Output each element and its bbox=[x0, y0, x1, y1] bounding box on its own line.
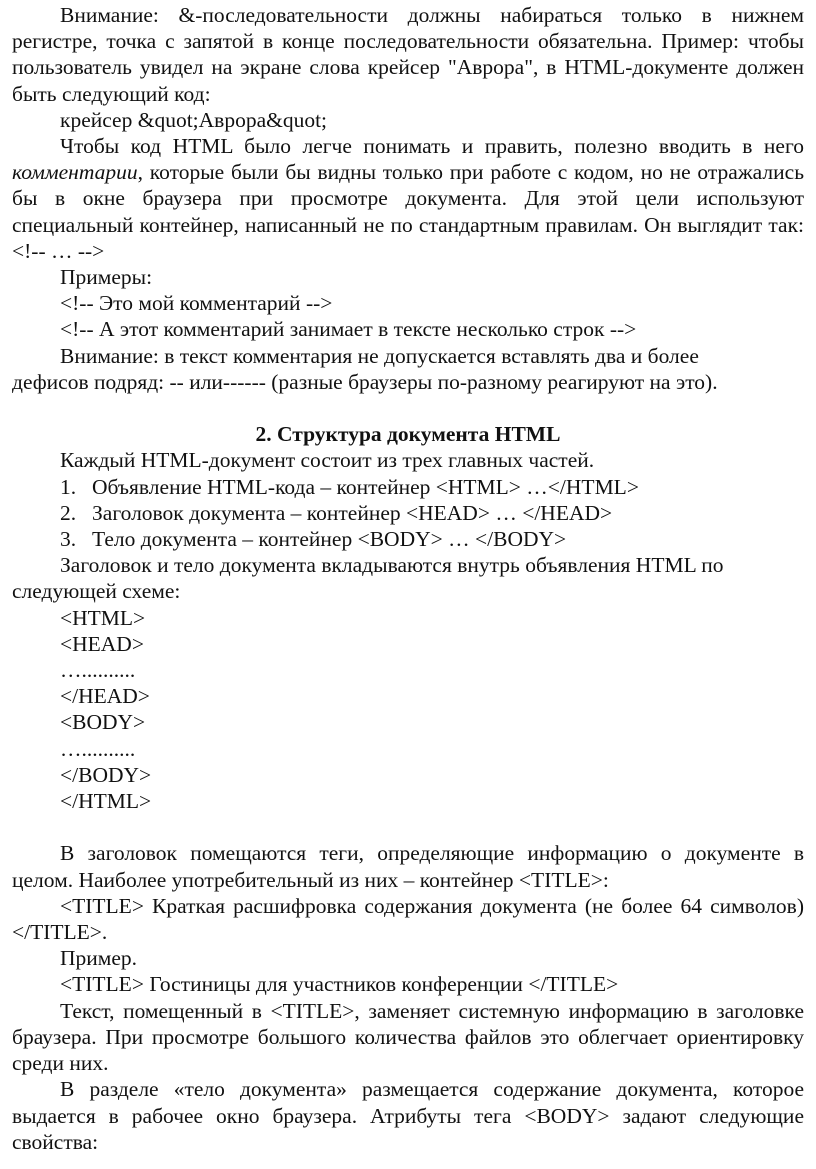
examples-label: Примеры: bbox=[60, 265, 153, 290]
body-section-paragraph: В разделе «тело документа» размещается содержание документа, которое выдается в рабочее окно браузера. Атрибуты тега <BODY> задают следующие свойства: bbox=[12, 1077, 804, 1154]
scheme-line: </HEAD> bbox=[60, 684, 150, 709]
comment-warning-line-2: дефисов подряд: -- или------ (разные браузеры по-разному реагируют на это). bbox=[12, 369, 718, 394]
parts-list bbox=[12, 474, 804, 553]
section-heading: 2. Структура документа HTML bbox=[255, 422, 561, 447]
list-number: 2. bbox=[60, 500, 77, 525]
comment-warning-line-1: Внимание: в текст комментария не допускается вставлять два и более bbox=[60, 343, 699, 368]
comment-example-2: <!-- А этот комментарий занимает в тексте несколько строк --> bbox=[60, 317, 637, 342]
html-scheme bbox=[12, 605, 804, 815]
comments-text-start: Чтобы код HTML было легче понимать и править, полезно вводить в него bbox=[60, 134, 804, 159]
title-effect-paragraph: Текст, помещенный в <TITLE>, заменяет системную информацию в заголовке браузера. При просмотре большого количества файлов это облегчает ориентировку среди них. bbox=[12, 998, 804, 1076]
scheme-line: </HTML> bbox=[60, 789, 152, 814]
title-example: <TITLE> Гостиницы для участников конференции </TITLE> bbox=[60, 972, 619, 997]
list-item bbox=[12, 474, 804, 500]
example-label: Пример. bbox=[60, 946, 138, 971]
comments-term: комментарии bbox=[12, 160, 138, 185]
head-paragraph: В заголовок помещаются теги, определяющие информацию о документе в целом. Наиболее употребительный из них – контейнер <TITLE>: bbox=[12, 841, 804, 892]
list-text: Объявление HTML-кода – контейнер <HTML> …</HTML> bbox=[92, 474, 639, 499]
spacer bbox=[12, 395, 804, 421]
comments-text-end: , которые были бы видны только при работе с кодом, но не отражались бы в окне браузера при просмотре документа. Для этой цели используют специальный контейнер, написанный не по стандартным правилам. Он выглядит так: <!-- … --> bbox=[12, 160, 804, 263]
scheme-intro: Заголовок и тело документа вкладываются внутрь объявления HTML по следующей схеме: bbox=[12, 553, 724, 604]
list-item bbox=[12, 500, 804, 526]
section-intro: Каждый HTML-документ состоит из трех главных частей. bbox=[60, 448, 595, 473]
scheme-line: <BODY> bbox=[60, 710, 146, 735]
comment-example-1: <!-- Это мой комментарий --> bbox=[60, 291, 333, 316]
scheme-line: ….......... bbox=[60, 658, 136, 683]
code-example-entity: крейсер &quot;Аврора&quot; bbox=[60, 107, 328, 132]
list-text: Тело документа – контейнер <BODY> … </BODY> bbox=[92, 527, 567, 552]
spacer bbox=[12, 814, 804, 840]
list-number: 3. bbox=[60, 527, 77, 552]
scheme-line: ….......... bbox=[60, 736, 136, 761]
scheme-line: </BODY> bbox=[60, 762, 152, 787]
scheme-line: <HEAD> bbox=[60, 631, 144, 656]
list-text: Заголовок документа – контейнер <HEAD> … </HEAD> bbox=[92, 500, 613, 525]
title-description: <TITLE> Краткая расшифровка содержания документа (не более 64 символов) </TITLE>. bbox=[12, 893, 804, 945]
list-item bbox=[12, 526, 804, 552]
paragraph-ampersand-warning: Внимание: &-последовательности должны набираться только в нижнем регистре, точка с запятой в конце последовательности обязательна. Пример: чтобы пользователь увидел на экране слова крейсер "Аврора", в HTML-документе должен быть следующий код: bbox=[12, 3, 804, 106]
paragraph-comments bbox=[12, 133, 804, 264]
list-number: 1. bbox=[60, 474, 77, 499]
scheme-line: <HTML> bbox=[60, 605, 146, 630]
